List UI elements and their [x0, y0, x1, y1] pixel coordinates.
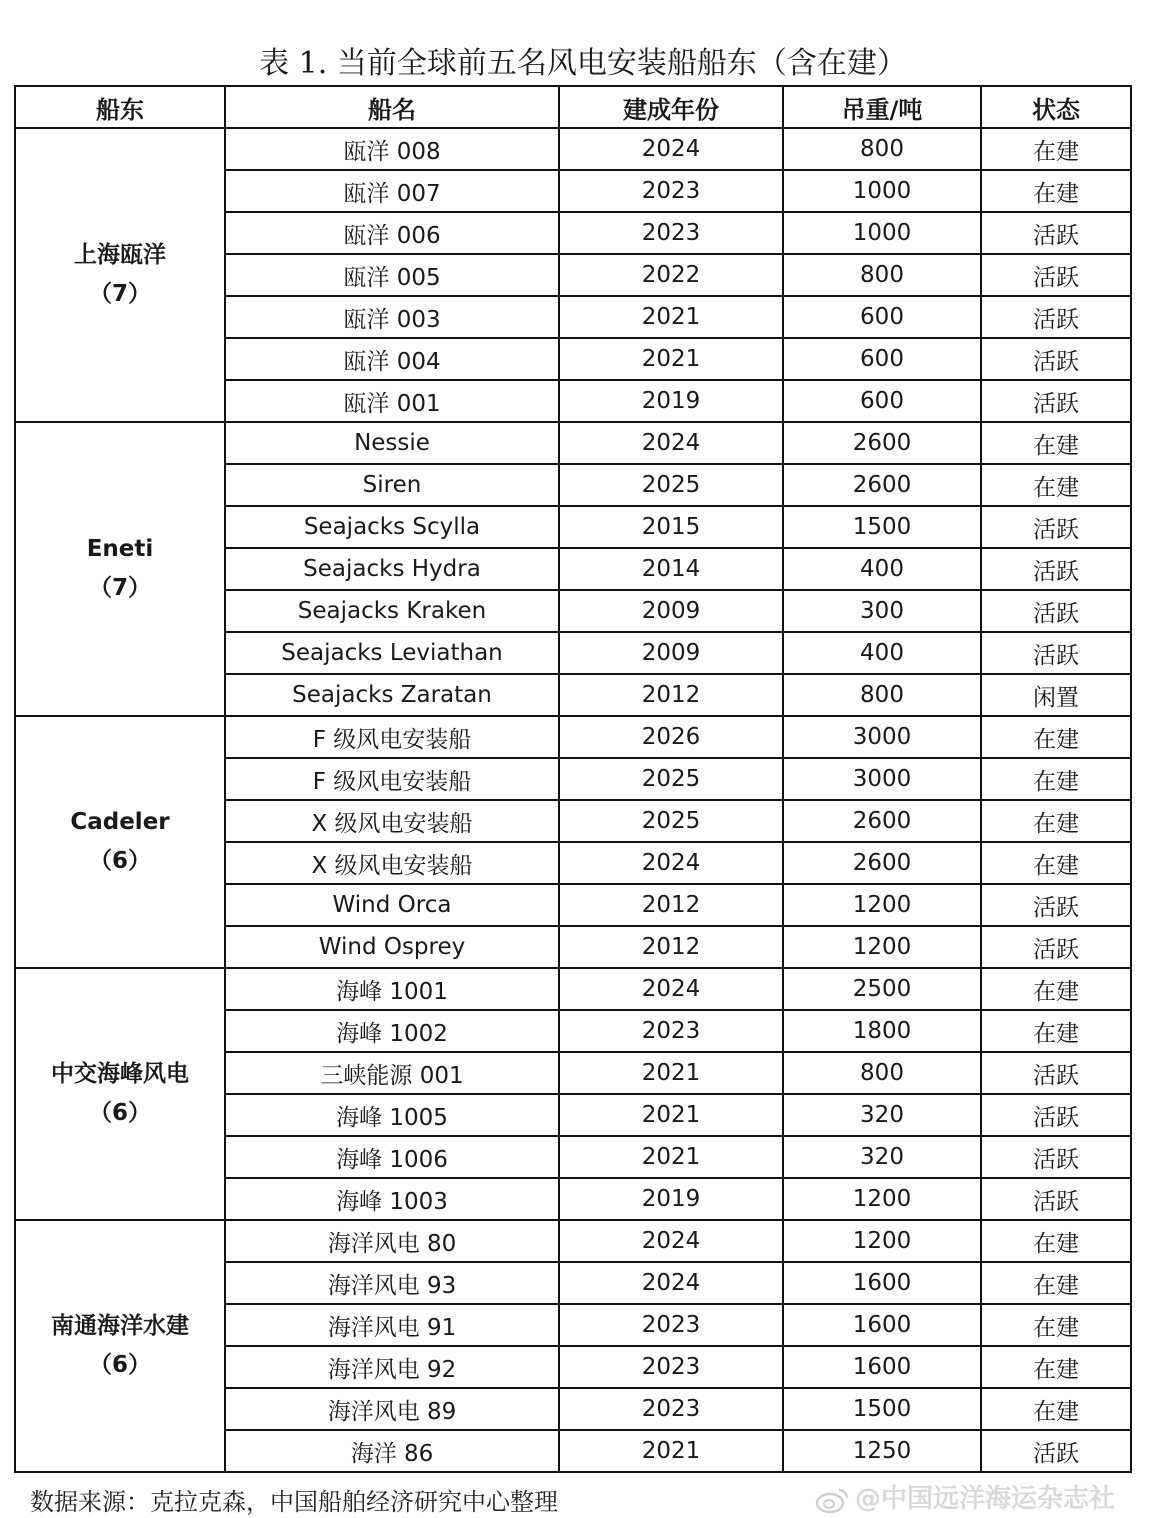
- ship-name-cell: 瓯洋 001: [225, 380, 559, 422]
- build-year-cell: 2023: [559, 1304, 783, 1346]
- data-source-note: 数据来源：克拉克森，中国船舶经济研究中心整理: [30, 1488, 558, 1516]
- status-cell: 活跃: [981, 590, 1131, 632]
- status-cell: 在建: [981, 800, 1131, 842]
- owner-name: Eneti: [86, 536, 154, 562]
- status-cell: 在建: [981, 1304, 1131, 1346]
- header-row: [15, 86, 1131, 128]
- lifting-capacity-cell: 1600: [783, 1262, 981, 1304]
- owner-name: 南通海洋水建: [51, 1313, 189, 1339]
- build-year-cell: 2012: [559, 674, 783, 716]
- weibo-icon: [815, 1487, 849, 1513]
- ship-name-cell: 瓯洋 005: [225, 254, 559, 296]
- lifting-capacity-cell: 3000: [783, 758, 981, 800]
- status-cell: 在建: [981, 968, 1131, 1010]
- header-build-year: 建成年份: [559, 86, 783, 128]
- ship-name-cell: Seajacks Zaratan: [225, 674, 559, 716]
- status-cell: 在建: [981, 1220, 1131, 1262]
- lifting-capacity-cell: 1800: [783, 1010, 981, 1052]
- build-year-cell: 2023: [559, 170, 783, 212]
- lifting-capacity-cell: 800: [783, 254, 981, 296]
- build-year-cell: 2015: [559, 506, 783, 548]
- owner-cell: [15, 128, 225, 422]
- table-row: [15, 128, 1131, 170]
- status-cell: 活跃: [981, 1094, 1131, 1136]
- status-cell: 在建: [981, 464, 1131, 506]
- lifting-capacity-cell: 400: [783, 632, 981, 674]
- build-year-cell: 2025: [559, 758, 783, 800]
- lifting-capacity-cell: 800: [783, 1052, 981, 1094]
- lifting-capacity-cell: 2600: [783, 842, 981, 884]
- status-cell: 活跃: [981, 632, 1131, 674]
- header-lifting-capacity: 吊重/吨: [783, 86, 981, 128]
- ship-name-cell: 海洋风电 92: [225, 1346, 559, 1388]
- lifting-capacity-cell: 1000: [783, 212, 981, 254]
- lifting-capacity-cell: 1500: [783, 1388, 981, 1430]
- ship-name-cell: Wind Orca: [225, 884, 559, 926]
- status-cell: 在建: [981, 842, 1131, 884]
- ship-owner-table: [14, 85, 1132, 1473]
- header-owner: 船东: [15, 86, 225, 128]
- lifting-capacity-cell: 1500: [783, 506, 981, 548]
- build-year-cell: 2024: [559, 1220, 783, 1262]
- ship-name-cell: 瓯洋 003: [225, 296, 559, 338]
- lifting-capacity-cell: 600: [783, 338, 981, 380]
- status-cell: 在建: [981, 422, 1131, 464]
- build-year-cell: 2009: [559, 590, 783, 632]
- table-row: [15, 1220, 1131, 1262]
- ship-name-cell: 海洋风电 80: [225, 1220, 559, 1262]
- lifting-capacity-cell: 1200: [783, 1220, 981, 1262]
- ship-name-cell: 瓯洋 004: [225, 338, 559, 380]
- lifting-capacity-cell: 1250: [783, 1430, 981, 1472]
- ship-name-cell: 海峰 1005: [225, 1094, 559, 1136]
- ship-name-cell: Seajacks Hydra: [225, 548, 559, 590]
- build-year-cell: 2024: [559, 1262, 783, 1304]
- table-row: [15, 968, 1131, 1010]
- header-ship-name: 船名: [225, 86, 559, 128]
- ship-name-cell: 海洋风电 89: [225, 1388, 559, 1430]
- build-year-cell: 2019: [559, 380, 783, 422]
- build-year-cell: 2021: [559, 1136, 783, 1178]
- status-cell: 在建: [981, 1388, 1131, 1430]
- status-cell: 活跃: [981, 1052, 1131, 1094]
- ship-name-cell: F 级风电安装船: [225, 758, 559, 800]
- build-year-cell: 2024: [559, 128, 783, 170]
- ship-name-cell: Seajacks Kraken: [225, 590, 559, 632]
- ship-name-cell: 海洋风电 93: [225, 1262, 559, 1304]
- table-row: [15, 422, 1131, 464]
- build-year-cell: 2021: [559, 338, 783, 380]
- table-title: 表 1. 当前全球前五名风电安装船船东（含在建）: [259, 46, 907, 81]
- status-cell: 活跃: [981, 296, 1131, 338]
- owner-name: Cadeler: [70, 809, 170, 835]
- owner-name: 上海瓯洋: [74, 242, 166, 268]
- ship-name-cell: X 级风电安装船: [225, 842, 559, 884]
- lifting-capacity-cell: 2600: [783, 422, 981, 464]
- lifting-capacity-cell: 320: [783, 1094, 981, 1136]
- build-year-cell: 2025: [559, 800, 783, 842]
- ship-name-cell: 瓯洋 007: [225, 170, 559, 212]
- ship-name-cell: X 级风电安装船: [225, 800, 559, 842]
- lifting-capacity-cell: 3000: [783, 716, 981, 758]
- status-cell: 活跃: [981, 506, 1131, 548]
- status-cell: 活跃: [981, 212, 1131, 254]
- ship-name-cell: Siren: [225, 464, 559, 506]
- lifting-capacity-cell: 300: [783, 590, 981, 632]
- ship-name-cell: 三峡能源 001: [225, 1052, 559, 1094]
- lifting-capacity-cell: 1200: [783, 884, 981, 926]
- lifting-capacity-cell: 1200: [783, 926, 981, 968]
- status-cell: 活跃: [981, 884, 1131, 926]
- status-cell: 活跃: [981, 1430, 1131, 1472]
- status-cell: 在建: [981, 170, 1131, 212]
- lifting-capacity-cell: 2600: [783, 800, 981, 842]
- owner-cell: [15, 1220, 225, 1472]
- owner-ship-count: （6）: [88, 1100, 151, 1126]
- lifting-capacity-cell: 600: [783, 296, 981, 338]
- build-year-cell: 2023: [559, 1010, 783, 1052]
- ship-name-cell: 海峰 1002: [225, 1010, 559, 1052]
- build-year-cell: 2023: [559, 1346, 783, 1388]
- status-cell: 闲置: [981, 674, 1131, 716]
- status-cell: 在建: [981, 128, 1131, 170]
- owner-cell: [15, 422, 225, 716]
- lifting-capacity-cell: 320: [783, 1136, 981, 1178]
- build-year-cell: 2012: [559, 884, 783, 926]
- watermark: [815, 1478, 1115, 1515]
- lifting-capacity-cell: 1600: [783, 1304, 981, 1346]
- lifting-capacity-cell: 2500: [783, 968, 981, 1010]
- ship-name-cell: Nessie: [225, 422, 559, 464]
- lifting-capacity-cell: 800: [783, 128, 981, 170]
- ship-name-cell: 瓯洋 006: [225, 212, 559, 254]
- ship-name-cell: Wind Osprey: [225, 926, 559, 968]
- build-year-cell: 2019: [559, 1178, 783, 1220]
- ship-name-cell: 海峰 1003: [225, 1178, 559, 1220]
- status-cell: 活跃: [981, 338, 1131, 380]
- status-cell: 在建: [981, 1346, 1131, 1388]
- build-year-cell: 2009: [559, 632, 783, 674]
- lifting-capacity-cell: 600: [783, 380, 981, 422]
- status-cell: 活跃: [981, 380, 1131, 422]
- status-cell: 在建: [981, 758, 1131, 800]
- build-year-cell: 2024: [559, 968, 783, 1010]
- status-cell: 活跃: [981, 548, 1131, 590]
- lifting-capacity-cell: 400: [783, 548, 981, 590]
- build-year-cell: 2023: [559, 212, 783, 254]
- ship-name-cell: 海洋 86: [225, 1430, 559, 1472]
- build-year-cell: 2026: [559, 716, 783, 758]
- status-cell: 活跃: [981, 926, 1131, 968]
- owner-ship-count: （7）: [88, 281, 151, 307]
- owner-ship-count: （7）: [88, 575, 151, 601]
- owner-name: 中交海峰风电: [51, 1061, 189, 1087]
- build-year-cell: 2023: [559, 1388, 783, 1430]
- table-row: [15, 716, 1131, 758]
- owner-cell: [15, 716, 225, 968]
- owner-ship-count: （6）: [88, 848, 151, 874]
- lifting-capacity-cell: 1200: [783, 1178, 981, 1220]
- ship-name-cell: Seajacks Scylla: [225, 506, 559, 548]
- lifting-capacity-cell: 1600: [783, 1346, 981, 1388]
- ship-name-cell: 瓯洋 008: [225, 128, 559, 170]
- lifting-capacity-cell: 800: [783, 674, 981, 716]
- build-year-cell: 2021: [559, 1430, 783, 1472]
- status-cell: 在建: [981, 1010, 1131, 1052]
- build-year-cell: 2012: [559, 926, 783, 968]
- status-cell: 活跃: [981, 254, 1131, 296]
- status-cell: 在建: [981, 1262, 1131, 1304]
- status-cell: 活跃: [981, 1178, 1131, 1220]
- build-year-cell: 2021: [559, 1052, 783, 1094]
- status-cell: 活跃: [981, 1136, 1131, 1178]
- ship-name-cell: F 级风电安装船: [225, 716, 559, 758]
- owner-cell: [15, 968, 225, 1220]
- table-body: [15, 128, 1131, 1472]
- status-cell: 在建: [981, 716, 1131, 758]
- build-year-cell: 2025: [559, 464, 783, 506]
- ship-name-cell: 海峰 1001: [225, 968, 559, 1010]
- build-year-cell: 2024: [559, 422, 783, 464]
- ship-name-cell: 海洋风电 91: [225, 1304, 559, 1346]
- build-year-cell: 2021: [559, 1094, 783, 1136]
- build-year-cell: 2021: [559, 296, 783, 338]
- build-year-cell: 2024: [559, 842, 783, 884]
- ship-name-cell: Seajacks Leviathan: [225, 632, 559, 674]
- lifting-capacity-cell: 1000: [783, 170, 981, 212]
- build-year-cell: 2014: [559, 548, 783, 590]
- lifting-capacity-cell: 2600: [783, 464, 981, 506]
- watermark-text: @中国远洋海运杂志社: [855, 1484, 1116, 1514]
- build-year-cell: 2022: [559, 254, 783, 296]
- owner-ship-count: （6）: [88, 1352, 151, 1378]
- header-status: 状态: [981, 86, 1131, 128]
- ship-name-cell: 海峰 1006: [225, 1136, 559, 1178]
